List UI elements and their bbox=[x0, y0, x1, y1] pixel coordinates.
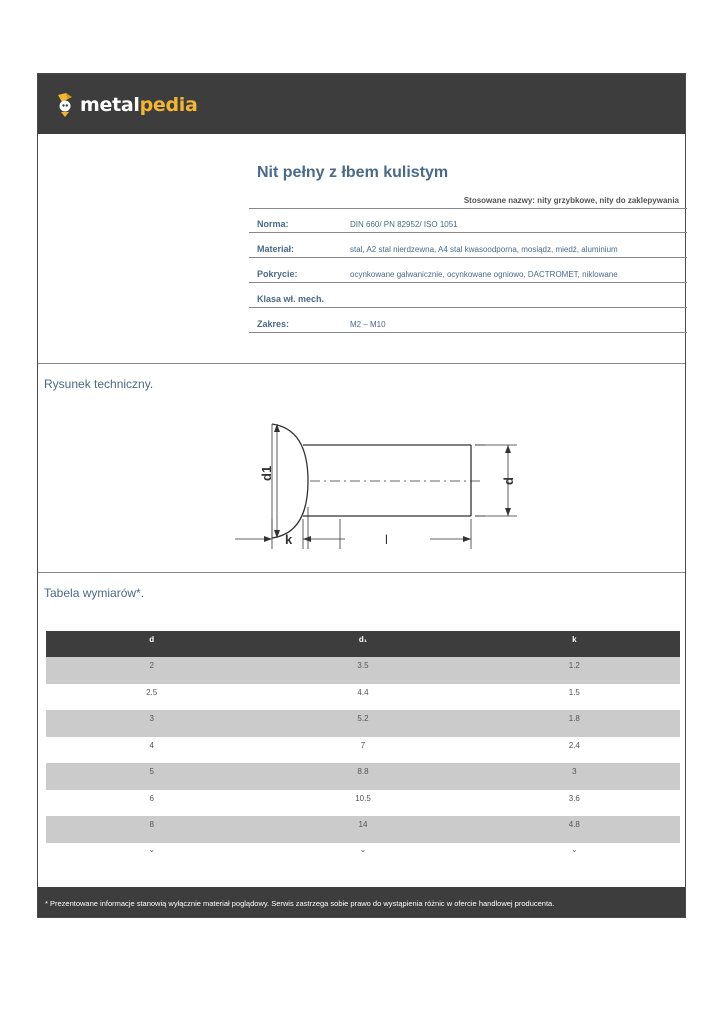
spec-value: M2 – M10 bbox=[350, 320, 386, 329]
chevron-down-icon[interactable]: ⌄ bbox=[359, 844, 367, 854]
cell-d: 8 bbox=[149, 820, 154, 829]
cell-k: 3 bbox=[572, 767, 577, 776]
product-title: Nit pełny z łbem kulistym bbox=[257, 164, 449, 181]
spec-label: Norma: bbox=[257, 219, 289, 229]
table-section-title: Tabela wymiarów*. bbox=[44, 586, 145, 600]
table-header-row bbox=[46, 631, 680, 657]
section-divider bbox=[38, 363, 685, 364]
cell-d: 2 bbox=[149, 661, 154, 670]
cell-d1: 14 bbox=[358, 820, 368, 829]
table-row bbox=[46, 710, 680, 737]
spec-label: Pokrycie: bbox=[257, 269, 298, 279]
dim-label-k: k bbox=[285, 532, 293, 547]
table-row bbox=[46, 657, 680, 684]
table-row bbox=[46, 763, 680, 790]
dim-label-d: d bbox=[501, 477, 516, 485]
header-bar bbox=[38, 74, 685, 134]
spec-row-norma bbox=[249, 208, 687, 233]
column-header-d1: d₁ bbox=[358, 635, 368, 644]
alternative-names: Stosowane nazwy: nity grzybkowe, nity do zaklepywania bbox=[463, 196, 679, 205]
cell-d1: 8.8 bbox=[357, 767, 369, 776]
logo[interactable] bbox=[54, 91, 198, 119]
dimensions-table bbox=[46, 631, 680, 863]
cell-d: 6 bbox=[149, 793, 154, 803]
table-row bbox=[46, 816, 680, 843]
chevron-down-icon[interactable]: ⌄ bbox=[570, 844, 578, 854]
cell-k: 1.5 bbox=[568, 687, 580, 697]
product-sheet bbox=[37, 73, 686, 918]
cell-k: 4.8 bbox=[568, 820, 580, 829]
chevron-down-icon[interactable]: ⌄ bbox=[148, 844, 156, 854]
footer-disclaimer: * Prezentowane informacje stanowią wyłącznie materiał poglądowy. Serwis zastrzega sobie prawo do wystąpienia różnic w ofercie handlowej producenta. bbox=[38, 887, 685, 917]
column-header-k: k bbox=[572, 635, 577, 644]
dim-label-l: l bbox=[385, 532, 388, 547]
metalpedia-logo-icon bbox=[54, 92, 76, 118]
cell-k: 3.6 bbox=[568, 793, 580, 803]
spec-value: ocynkowane galwanicznie, ocynkowane ogniowo, DACTROMET, niklowane bbox=[350, 270, 618, 279]
cell-d1: 7 bbox=[360, 740, 366, 750]
column-header-d: d bbox=[149, 635, 155, 644]
table-row bbox=[46, 737, 680, 764]
spec-value: DIN 660/ PN 82952/ ISO 1051 bbox=[350, 220, 458, 229]
spec-label: Materiał: bbox=[257, 244, 295, 254]
cell-d: 2.5 bbox=[146, 687, 158, 697]
cell-k: 1.8 bbox=[568, 714, 580, 723]
cell-d: 4 bbox=[149, 740, 154, 750]
cell-k: 1.2 bbox=[568, 661, 580, 670]
cell-d: 5 bbox=[149, 767, 154, 776]
spec-label: Klasa wł. mech. bbox=[257, 294, 325, 304]
cell-d1: 10.5 bbox=[355, 793, 371, 803]
brand-name-part1: metal bbox=[80, 94, 140, 116]
spec-label: Zakres: bbox=[257, 319, 290, 329]
cell-d1: 3.5 bbox=[357, 661, 369, 670]
section-divider bbox=[38, 572, 685, 573]
spec-row-coating bbox=[249, 259, 687, 283]
cell-d1: 4.4 bbox=[357, 687, 369, 697]
table-more-row bbox=[46, 843, 680, 863]
table-row bbox=[46, 684, 680, 711]
spec-value: stal, A2 stal nierdzewna, A4 stal kwasoodporna, mosiądz, miedź, aluminium bbox=[350, 245, 618, 254]
drawing-section-title: Rysunek techniczny. bbox=[44, 377, 154, 391]
cell-k: 2.4 bbox=[568, 740, 580, 750]
table-row bbox=[46, 790, 680, 817]
cell-d1: 5.2 bbox=[357, 714, 369, 723]
spec-row-range bbox=[249, 309, 687, 333]
spec-table bbox=[249, 208, 687, 334]
brand-name-part2: pedia bbox=[139, 94, 198, 116]
dim-label-d1: d1 bbox=[259, 465, 274, 481]
spec-row-class bbox=[249, 284, 687, 308]
spec-row-material bbox=[249, 234, 687, 258]
cell-d: 3 bbox=[149, 714, 154, 723]
drawing-length-dims bbox=[235, 519, 495, 559]
